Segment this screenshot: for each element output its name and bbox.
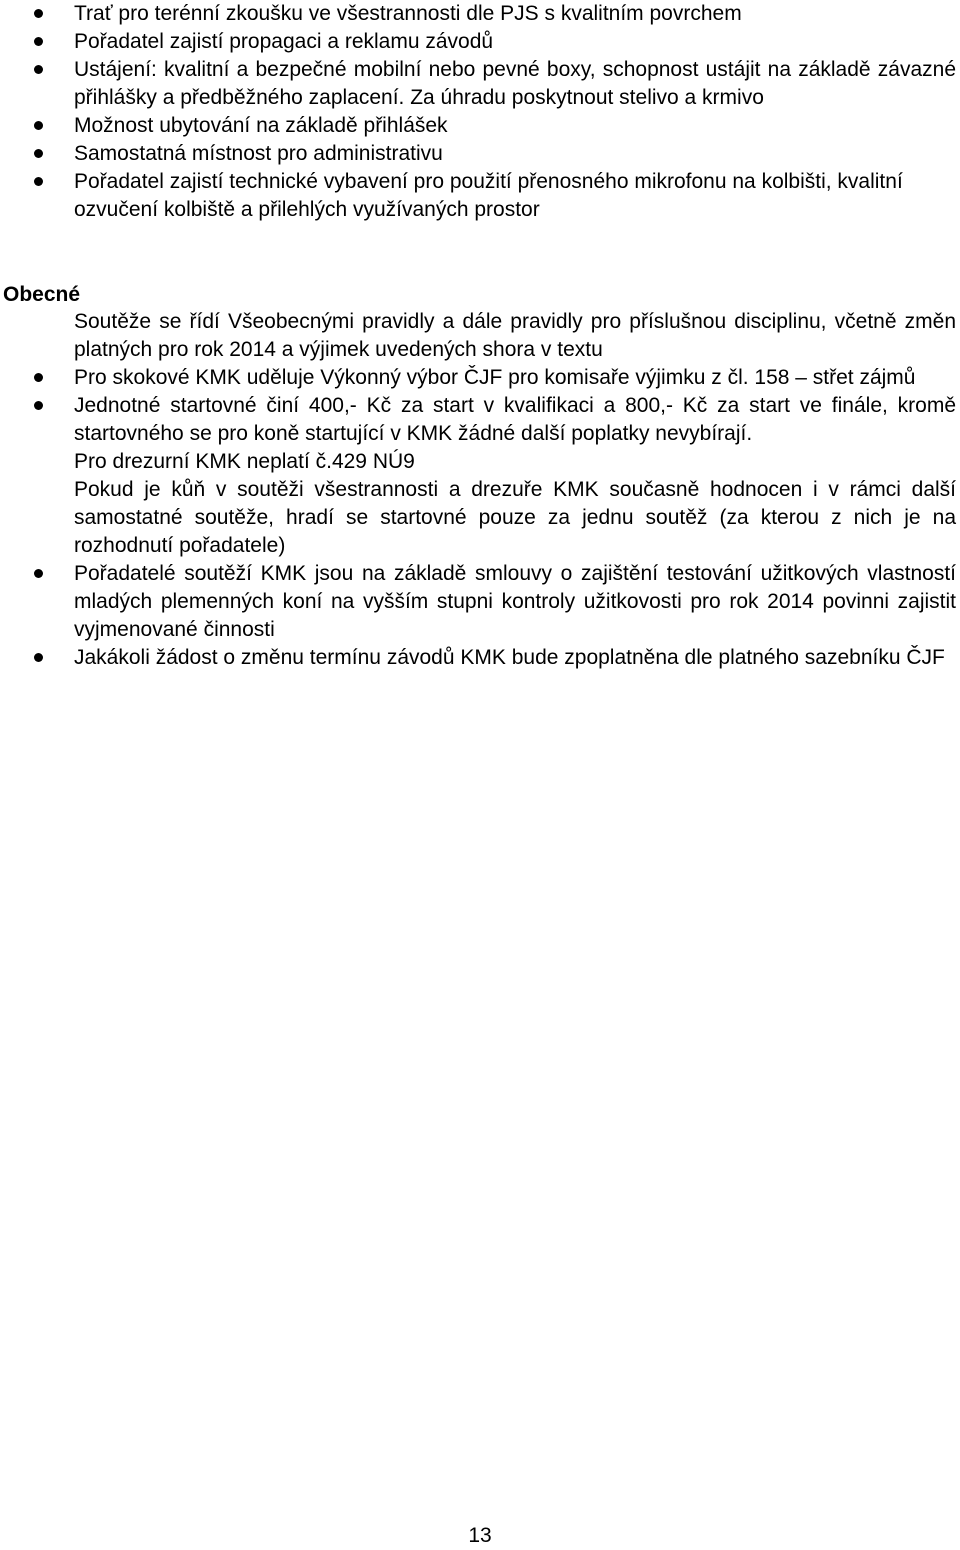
list-item-text: Jakákoli žádost o změnu termínu závodů KMK bude zpoplatněna dle platného sazebníku ČJF	[74, 646, 945, 669]
list-item-text: Jednotné startovné činí 400,- Kč za start v kvalifikaci a 800,- Kč za start ve finále, kromě startovného se pro koně startující v KMK žádné další poplatky nevybírají.	[74, 394, 956, 445]
page-number: 13	[468, 1524, 492, 1547]
bullet-icon	[34, 37, 43, 46]
bullet-icon	[34, 569, 43, 578]
list-item-text: Pořadatelé soutěží KMK jsou na základě smlouvy o zajištění testování užitkových vlastností mladých plemenných koní na vyšším stupni kontroly užitkovosti pro rok 2014 povinni zajistit vyjmenované činnosti	[74, 562, 956, 641]
list-item	[0, 28, 958, 56]
facilities-list	[0, 0, 958, 224]
list-item-text: Pro drezurní KMK neplatí č.429 NÚ9	[74, 450, 415, 473]
bullet-icon	[34, 9, 43, 18]
bullet-icon	[34, 65, 43, 74]
list-item	[0, 140, 958, 168]
bullet-icon	[34, 149, 43, 158]
list-item-text: Pro skokové KMK uděluje Výkonný výbor ČJF pro komisaře výjimku z čl. 158 – střet zájmů	[74, 366, 916, 389]
list-item	[0, 112, 958, 140]
list-item	[0, 0, 958, 28]
list-item-no-bullet	[0, 448, 958, 476]
list-item-text: Samostatná místnost pro administrativu	[74, 142, 443, 165]
list-item-text: Ustájení: kvalitní a bezpečné mobilní nebo pevné boxy, schopnost ustájit na základě závazné přihlášky a předběžného zaplacení. Za úhradu poskytnout stelivo a krmivo	[74, 58, 956, 109]
bullet-icon	[34, 653, 43, 662]
list-item	[0, 168, 958, 224]
list-item-no-bullet	[0, 308, 958, 364]
list-item-text: Trať pro terénní zkoušku ve všestrannosti dle PJS s kvalitním povrchem	[74, 2, 742, 25]
general-rules-list	[0, 308, 958, 672]
list-item	[0, 56, 958, 112]
list-item-text: Pokud je kůň v soutěži všestrannosti a drezuře KMK současně hodnocen i v rámci další samostatné soutěže, hradí se startovné pouze za jednu soutěž (za kterou z nich je na rozhodnutí pořadatele)	[74, 478, 956, 557]
list-item-text: Možnost ubytování na základě přihlášek	[74, 114, 448, 137]
list-item-text: Pořadatel zajistí propagaci a reklamu závodů	[74, 30, 494, 53]
list-item-no-bullet	[0, 476, 958, 560]
list-item	[0, 392, 958, 448]
list-item	[0, 644, 958, 672]
list-item-text: Pořadatel zajistí technické vybavení pro použití přenosného mikrofonu na kolbišti, kvalitní ozvučení kolbiště a přilehlých využívaných prostor	[74, 170, 903, 221]
list-item	[0, 560, 958, 644]
bullet-icon	[34, 177, 43, 186]
section-heading: Obecné	[3, 283, 81, 306]
list-item	[0, 364, 958, 392]
bullet-icon	[34, 401, 43, 410]
bullet-icon	[34, 121, 43, 130]
bullet-icon	[34, 373, 43, 382]
list-item-text: Soutěže se řídí Všeobecnými pravidly a dále pravidly pro příslušnou disciplinu, včetně změn platných pro rok 2014 a výjimek uvedených shora v textu	[74, 310, 956, 361]
